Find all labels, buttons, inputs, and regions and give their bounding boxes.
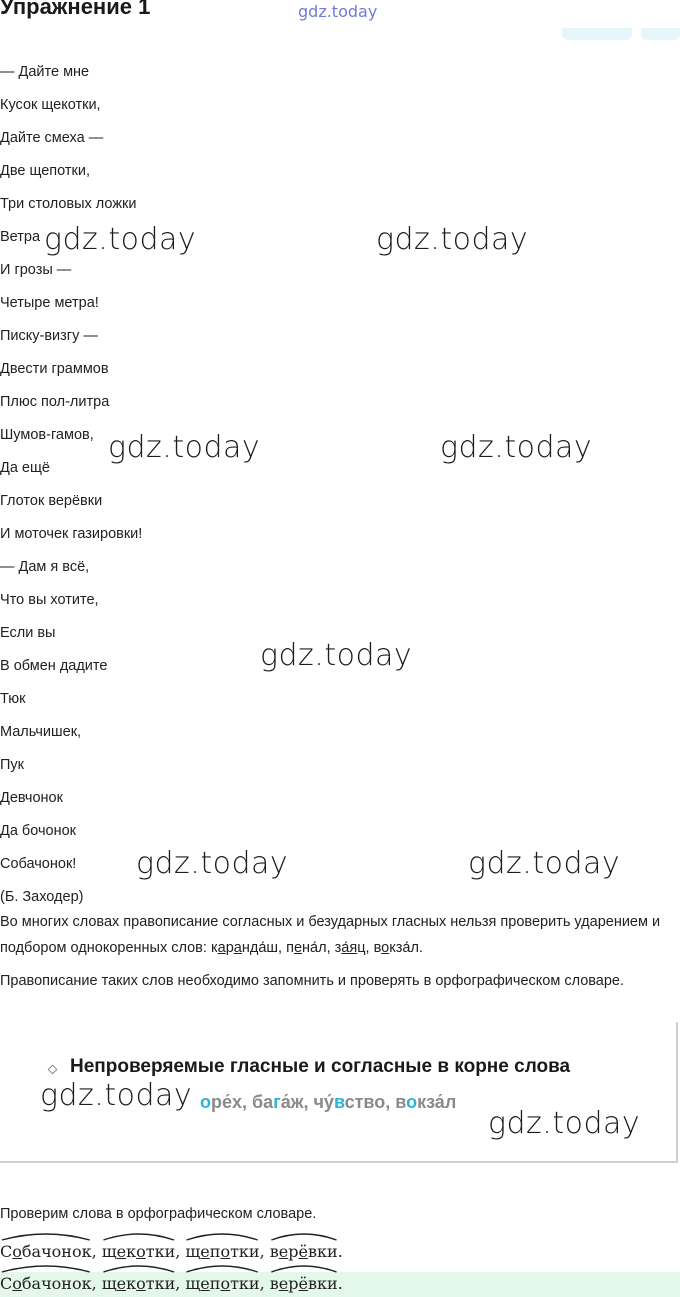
arc-mark: [0, 1263, 92, 1273]
poem-line: Тюк: [0, 691, 26, 707]
arc-mark: [102, 1231, 176, 1241]
answer-word: щепотки: [185, 1240, 259, 1264]
poem-line: Кусок щекотки,: [0, 97, 101, 113]
poem-line: И грозы —: [0, 262, 72, 278]
watermark-top: gdz.today: [298, 2, 378, 21]
rule-paragraph-text: Во многих словах правописание согласных и безударных гласных нельзя проверить ударением и подбором однокоренных слов:: [0, 914, 661, 956]
poem-line: И моточек газировки!: [0, 526, 143, 542]
arc-mark: [185, 1231, 259, 1241]
poem-author: (Б. Заходер): [0, 889, 84, 905]
poem-line: Пук: [0, 757, 25, 773]
example-word: пена́л: [286, 940, 327, 956]
arc-mark: [185, 1263, 259, 1273]
poem-line: Да ещё: [0, 460, 50, 476]
watermark: gdz.today: [108, 430, 261, 465]
answer-word: верёвки: [270, 1240, 338, 1264]
rule-card-title: Непроверяемые гласные и согласные в корне слова: [70, 1056, 571, 1077]
watermark: gdz.today: [488, 1106, 641, 1141]
answer-word: щекотки: [102, 1272, 176, 1296]
poem-line: Ветра: [0, 229, 41, 245]
answer-word: Собачонок: [0, 1240, 92, 1264]
poem-line: Писку-визгу —: [0, 328, 98, 344]
answer-line: Собачонок, щекотки, щепотки, верёвки.: [0, 1240, 680, 1264]
poem-line: Собачонок!: [0, 856, 77, 872]
poem-line: Три столовых ложки: [0, 196, 137, 212]
example-word: вокза́л: [373, 940, 419, 956]
poem-line: Плюс пол-литра: [0, 394, 110, 410]
watermark: gdz.today: [44, 222, 197, 257]
arc-mark: [270, 1263, 338, 1273]
check-text: Проверим слова в орфографическом словаре.: [0, 1206, 317, 1222]
answer-word: щекотки: [102, 1240, 176, 1264]
poem-line: — Дам я всё,: [0, 559, 90, 575]
poem-line: Что вы хотите,: [0, 592, 99, 608]
arc-mark: [0, 1231, 92, 1241]
example-word: каранда́ш: [210, 940, 279, 956]
arc-mark: [270, 1231, 338, 1241]
arc-mark: [102, 1263, 176, 1273]
top-tab-decor: [641, 28, 680, 40]
answer-word: Собачонок: [0, 1272, 92, 1296]
watermark: gdz.today: [376, 222, 529, 257]
watermark: gdz.today: [40, 1078, 193, 1113]
top-tab-decor: [562, 28, 632, 40]
poem-line: Если вы: [0, 625, 56, 641]
answer-word: верёвки: [270, 1272, 338, 1296]
poem-line: Двести граммов: [0, 361, 109, 377]
exercise-heading: Упражнение 1: [0, 0, 151, 19]
watermark: gdz.today: [260, 638, 413, 673]
memorize-paragraph: Правописание таких слов необходимо запомнить и проверять в орфографическом словаре.: [0, 973, 625, 989]
rule-card-examples: оре́х, бага́ж, чу́вство, вокза́л: [200, 1092, 457, 1112]
poem-line: Мальчишек,: [0, 724, 82, 740]
watermark: gdz.today: [136, 846, 289, 881]
example-word: за́яц: [334, 940, 366, 956]
answer-line-highlighted: Собачонок, щекотки, щепотки, верёвки.: [0, 1272, 680, 1297]
poem-line: Глоток верёвки: [0, 493, 103, 509]
poem-line: В обмен дадите: [0, 658, 108, 674]
watermark: gdz.today: [468, 846, 621, 881]
poem-line: — Дайте мне: [0, 64, 90, 80]
poem-line: Две щепотки,: [0, 163, 90, 179]
poem-line: Девчонок: [0, 790, 63, 806]
poem-line: Да бочонок: [0, 823, 76, 839]
answer-word: щепотки: [185, 1272, 259, 1296]
rule-paragraph: Во многих словах правописание согласных и безударных гласных нельзя проверить ударением и подбором однокоренных слов: каранда́ш, пена́л, за́яц, вокза́л.: [0, 914, 661, 956]
watermark: gdz.today: [440, 430, 593, 465]
poem-line: Шумов-гамов,: [0, 427, 94, 443]
poem-line: Дайте смеха —: [0, 130, 104, 146]
poem-line: Четыре метра!: [0, 295, 99, 311]
